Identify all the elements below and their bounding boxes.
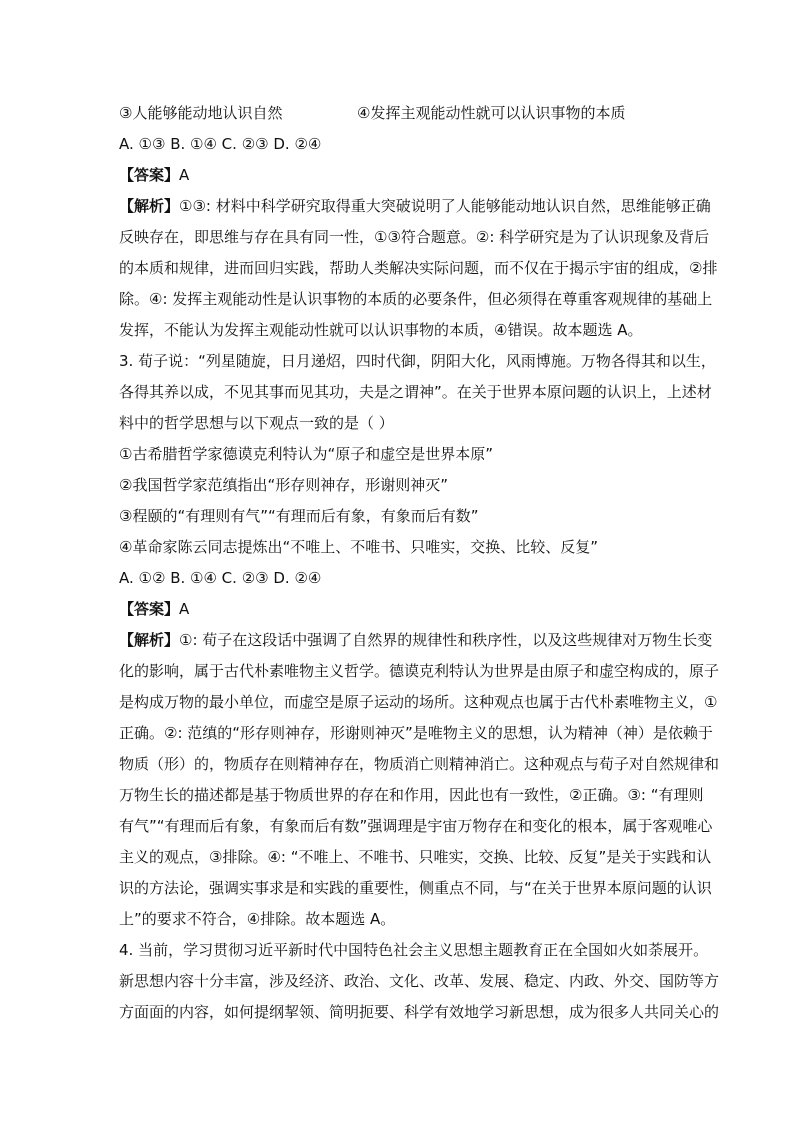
q2-analysis-line: 的本质和规律，进而回归实践，帮助人类解决实际问题，而不仅在于揭示宇宙的组成，②排 <box>119 259 718 277</box>
q2-analysis-label: 【解析】 <box>119 197 180 215</box>
q3-answer-value: A <box>179 600 190 618</box>
q3-analysis-text: ①: 荀子在这段话中强调了自然界的规律性和秩序性，以及这些规律对万物生长变 <box>179 631 713 649</box>
q3-option: ②我国哲学家范缜指出“形存则神存，形谢则神灭” <box>119 476 448 494</box>
q2-choices: A. ①③ B. ①④ C. ②③ D. ②④ <box>119 135 322 153</box>
q2-answer <box>119 160 679 191</box>
q2-analysis-line: 除。④: 发挥主观能动性是认识事物的本质的必要条件，但必须得在尊重客观规律的基础上 <box>119 290 713 308</box>
q3-stem-line: 3. 荀子说：“列星随旋，日月递炤，四时代御，阴阳大化，风雨博施。万物各得其和以生， <box>119 352 716 370</box>
q3-answer <box>119 594 679 625</box>
q3-analysis-line: 是构成万物的最小单位，而虚空是原子运动的场所。这种观点也属于古代朴素唯物主义，① <box>119 693 718 711</box>
q3-analysis-line: 上”的要求不符合，④排除。故本题选 A。 <box>119 910 396 928</box>
q3-stem-line: 各得其养以成，不见其事而见其功，夫是之谓神”。在关于世界本原问题的认识上，上述材 <box>119 383 712 401</box>
q2-analysis <box>119 191 718 346</box>
q3-analysis-line <box>119 625 713 656</box>
q2-option-4: ④发挥主观能动性就可以认识事物的本质 <box>357 104 626 122</box>
q4-stem-line: 4. 当前，学习贯彻习近平新时代中国特色社会主义思想主题教育正在全国如火如荼展开。 <box>119 941 709 959</box>
q3-analysis-line: 化的影响，属于古代朴素唯物主义哲学。德谟克利特认为世界是由原子和虚空构成的，原子 <box>119 662 720 680</box>
q3-choices: A. ①② B. ①④ C. ②③ D. ②④ <box>119 569 322 587</box>
q3-analysis-line: 正确。②: 范缜的“形存则神存，形谢则神灭”是唯物主义的思想，认为精神（神）是依赖于 <box>119 724 713 742</box>
q3-analysis-line: 识的方法论，强调实事求是和实践的重要性，侧重点不同，与“在关于世界本原问题的认识 <box>119 879 712 897</box>
q2-analysis-line <box>119 191 711 222</box>
q3-option: ①古希腊哲学家德谟克利特认为“原子和虚空是世界本原” <box>119 445 493 463</box>
document-page <box>119 98 720 1028</box>
q3-stem-line: 料中的哲学思想与以下观点一致的是（ ） <box>119 414 394 432</box>
q3-analysis-line: 有气”“有理而后有象，有象而后有数”强调理是宇宙万物存在和变化的根本，属于客观唯心 <box>119 817 713 835</box>
q4-stem <box>119 935 720 1028</box>
q3-option: ③程颐的“有理则有气”“有理而后有象，有象而后有数” <box>119 507 479 525</box>
q2-analysis-line: 反映存在，即思维与存在具有同一性，①③符合题意。②: 科学研究是为了认识现象及背后 <box>119 228 710 246</box>
q2-analysis-line: 发挥，不能认为发挥主观能动性就可以认识事物的本质，④错误。故本题选 A。 <box>119 321 643 339</box>
q3-answer-label: 【答案】 <box>119 600 180 618</box>
q3-analysis <box>119 625 720 935</box>
q3-analysis-line: 主义的观点，③排除。④: “不唯上、不唯书、只唯实，交换、比较、反复”是关于实践和认 <box>119 848 712 866</box>
q3-option: ④革命家陈云同志提炼出“不唯上、不唯书、只唯实，交换、比较、反复” <box>119 538 598 556</box>
q2-answer-label: 【答案】 <box>119 166 180 184</box>
q2-analysis-text: ①③: 材料中科学研究取得重大突破说明了人能够能动地认识自然，思维能够正确 <box>179 197 711 215</box>
q2-options-row <box>119 98 679 129</box>
q2-answer-value: A <box>179 166 190 184</box>
q3-analysis-label: 【解析】 <box>119 631 180 649</box>
q2-option-3: ③人能够能动地认识自然 <box>119 104 283 122</box>
q4-stem-line: 方面面的内容，如何提纲挈领、简明扼要、科学有效地学习新思想，成为很多人共同关心的 <box>119 1003 720 1021</box>
q3-stem <box>119 346 716 439</box>
q3-analysis-line: 万物生长的描述都是基于物质世界的存在和作用，因此也有一致性，②正确。③: “有理则 <box>119 786 704 804</box>
q4-stem-line: 新思想内容十分丰富，涉及经济、政治、文化、改革、发展、稳定、内政、外交、国防等方 <box>119 972 720 990</box>
q3-analysis-line: 物质（形）的，物质存在则精神存在，物质消亡则精神消亡。这种观点与荀子对自然规律和 <box>119 755 720 773</box>
